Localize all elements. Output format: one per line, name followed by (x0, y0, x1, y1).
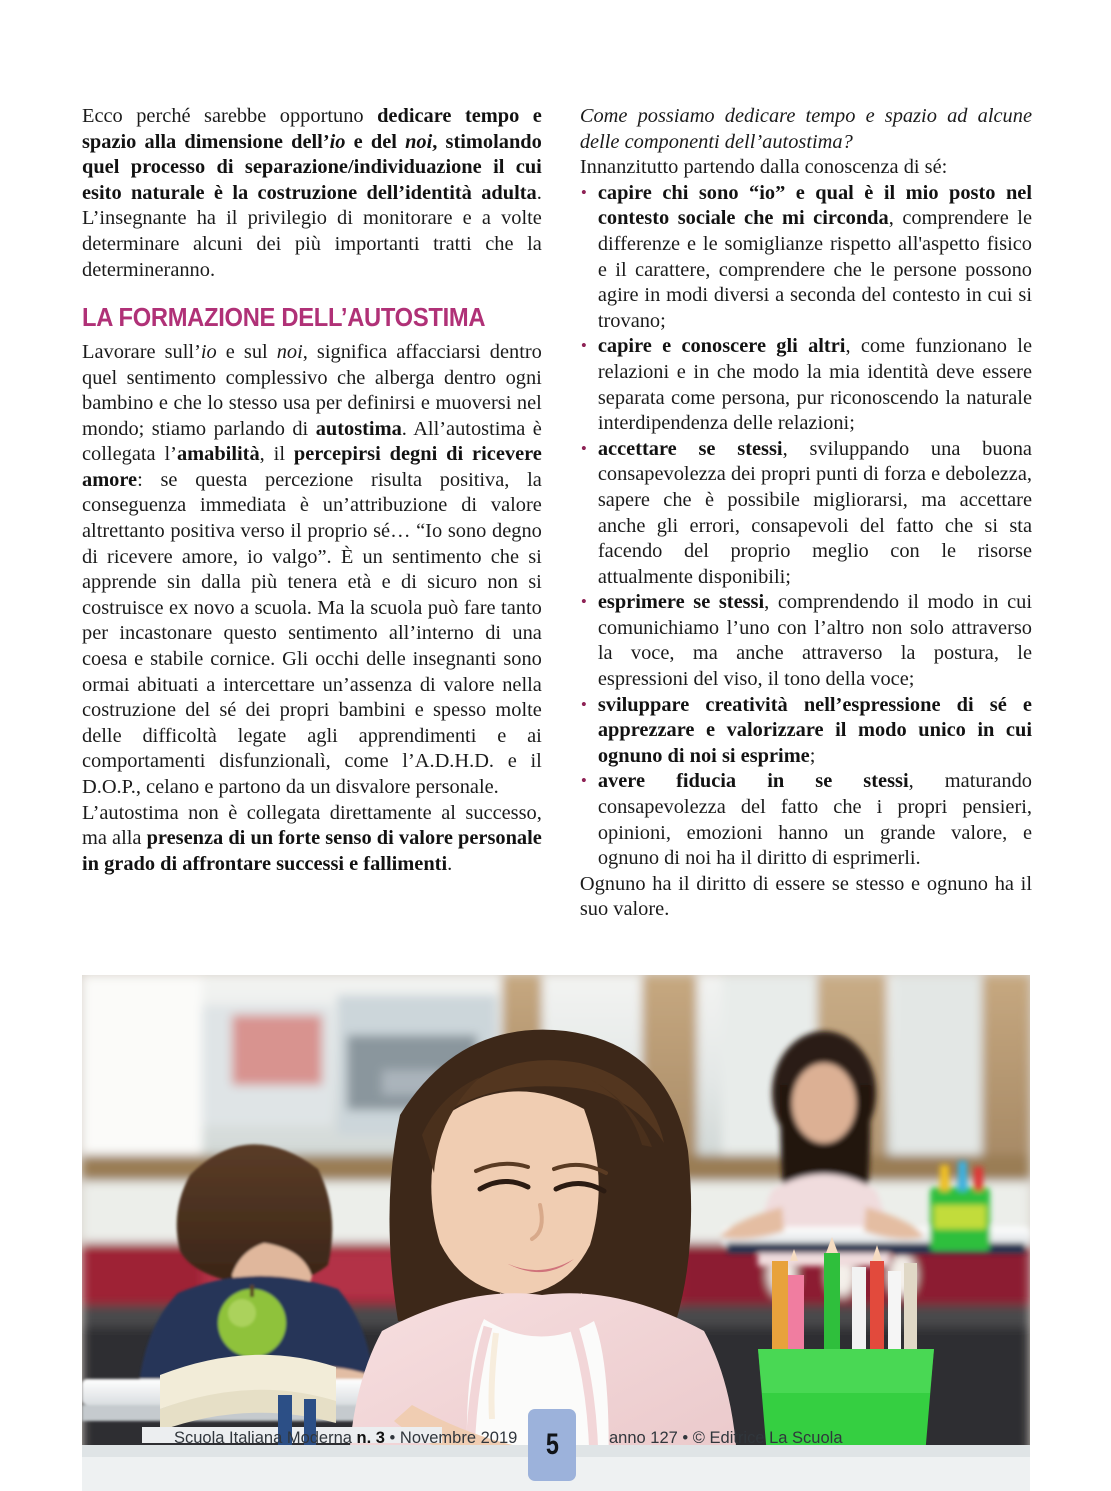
question-italic: Come possiamo dedicare tempo e spazio ad alcune delle componenti dell’autostima? (579, 105, 1032, 153)
left-column (82, 104, 542, 923)
section-heading-autostima: LA FORMAZIONE DELL’AUTOSTIMA (82, 304, 486, 333)
classroom-photo-illustration (82, 975, 1030, 1491)
classroom-photo (82, 975, 1030, 1491)
list-item: • sviluppare creatività nell’espressione di sé e apprezzare e valorizzare il modo unico in cui ognuno di noi si esprime; (580, 693, 1032, 770)
list-item: • capire e conoscere gli altri, come funzionano le relazioni e in che modo la mia identità deve essere separata come persona, pur riconoscendo la naturale interdipendenza delle relazioni; (580, 334, 1032, 436)
paragraph-intro: Ecco perché sarebbe opportuno dedicare tempo e spazio alla dimensione dell’io e del noi, stimolando quel processo di separazione/individuazione il cui esito naturale è la costruzione dell’identità adulta. L’insegnante ha il privilegio di monitorare e a volte determinare alcuni dei più importanti tratti che la determineranno. (82, 105, 542, 281)
paragraph-autostima: Lavorare sull’io e sul noi, significa affacciarsi dentro quel sentimento complessivo che alberga dentro ogni bambino e che lo stesso usa per definirsi e muoversi nel mondo; stiamo parlando di autostima. All’autostima è collegata l’amabilità, il percepirsi degni di ricevere amore: se questa percezione risulta positiva, la conseguenza immediata è un’attribuzione di valore altrettanto positiva verso il proprio sé… “Io sono degno di ricevere amore, io valgo”. È un sentimento che si apprende sin dalla più tenera età e di sicuro non si costruisce ex novo a scuola. Ma la scuola può fare tanto per incastonare questo sentimento all’interno di una coesa e stabile cornice. Gli occhi delle insegnanti sono ormai abituati a intercettare un’assenza di valore nella costruzione del sé dei propri bambini e spesso molte delle difficoltà legate agli apprendimenti e ai comportamenti disfunzionalì, come l’A.D.H.D. e il D.O.P., celano e partono da un disvalore personale. (82, 340, 542, 799)
page-number-label: 5 (545, 1428, 559, 1461)
list-item: • accettare se stessi, sviluppando una buona consapevolezza dei propri punti di forza e debolezza, sapere che è possibile migliorarsi, ma accettare anche gli errori, consapevoli del fatto che si sta facendo del proprio meglio con le risorse attualmente disponibili; (580, 437, 1032, 591)
paragraph-valore-personale: L’autostima non è collegata direttamente al successo, ma alla presenza di un forte senso di valore personale in grado di affrontare successi e fallimenti. (82, 801, 542, 875)
lead-in-text: Innanzitutto partendo dalla conoscenza di sé: (579, 156, 948, 179)
two-column-text-area (82, 104, 1032, 923)
footer-publication-info: Scuola Italiana Moderna n. 3 • Novembre 2019 (174, 1429, 518, 1447)
list-item: • avere fiducia in se stessi, maturando consapevolezza del fatto che i propri pensieri, opinioni, emozioni hanno un grande valore, e ognuno di noi ha il diritto di esprimerli. (580, 769, 1032, 871)
list-item: • capire chi sono “io” e qual è il mio posto nel contesto sociale che mi circonda, comprendere le differenze e le somiglianze rispetto all'aspetto fisico e il carattere, comprendere che le persone possono agire in modi diversi a seconda del contesto in cui si trovano; (580, 181, 1032, 335)
right-column (580, 104, 1032, 923)
closing-paragraph: Ognuno ha il diritto di essere se stesso e ognuno ha il suo valore. (579, 872, 1032, 921)
list-item: • esprimere se stessi, comprendendo il modo in cui comunichiamo l’uno con l’altro non solo attraverso la voce, ma anche attraverso la postura, le espressioni del viso, il tono della voce; (580, 590, 1032, 692)
autostima-components-list (580, 181, 1032, 872)
footer-publisher-info: anno 127 • © Editrice La Scuola (609, 1429, 843, 1447)
